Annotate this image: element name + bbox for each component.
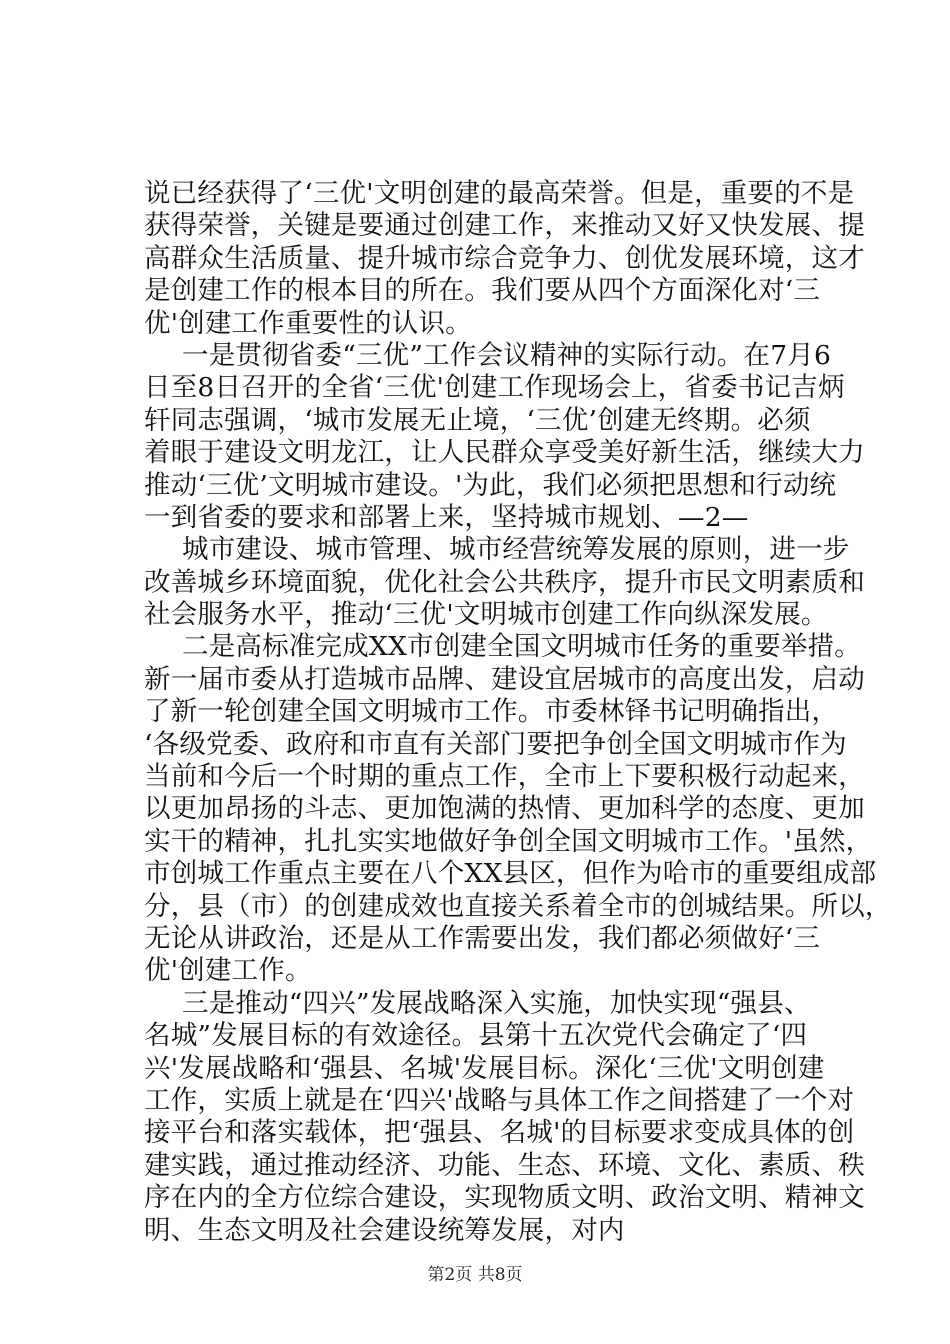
text-line: 轩同志强调，‘城市发展无止境，‘三优’创建无终期。必须 xyxy=(144,404,811,436)
text-line: 建实践，通过推动经济、功能、生态、环境、文化、素质、秩 xyxy=(144,1149,865,1181)
text-line: ‘各级党委、政府和市直有关部门要把争创全国文明城市作为 xyxy=(144,728,847,760)
page-number-footer: 第2页 共8页 xyxy=(427,1265,523,1285)
text-line: 工作，实质上就是在‘四兴'战略与具体工作之间搭建了一个对 xyxy=(144,1084,855,1116)
text-line: 了新一轮创建全国文明城市工作。市委林铎书记明确指出， xyxy=(144,696,839,728)
text-line: 一是贯彻省委“三优”工作会议精神的实际行动。在7月6 xyxy=(182,339,832,371)
text-line: 高群众生活质量、提升城市综合竞争力、创优发展环境，这才 xyxy=(144,242,865,274)
text-line: 优'创建工作重要性的认识。 xyxy=(144,307,472,339)
text-line: 说已经获得了‘三优'文明创建的最高荣誉。但是，重要的不是 xyxy=(144,178,855,209)
text-line: 当前和今后一个时期的重点工作，全市上下要积极行动起来， xyxy=(144,761,865,793)
text-line: 明、生态文明及社会建设统筹发展，对内 xyxy=(144,1214,625,1246)
text-line: 着眼于建设文明龙江，让人民群众享受美好新生活，继续大力 xyxy=(144,437,865,469)
text-line: 二是高标准完成XX市创建全国文明城市任务的重要举措。 xyxy=(182,631,861,663)
text-line: 获得荣誉，关键是要通过创建工作，来推动又好又快发展、提 xyxy=(144,210,865,242)
text-line: 改善城乡环境面貌，优化社会公共秩序，提升市民文明素质和 xyxy=(144,566,865,598)
text-line: 是创建工作的根本目的所在。我们要从四个方面深化对‘三 xyxy=(144,275,821,307)
text-line: 市创城工作重点主要在八个XX县区，但作为哈市的重要组成部 xyxy=(144,858,877,890)
text-line: 序在内的全方位综合建设，实现物质文明、政治文明、精神文 xyxy=(144,1182,865,1214)
text-line: 实干的精神，扎扎实实地做好争创全国文明城市工作。'虽然， xyxy=(144,825,873,857)
text-line: 兴'发展战略和‘强县、名城'发展目标。深化‘三优'文明创建 xyxy=(144,1052,825,1084)
text-line: 日至8日召开的全省‘三优'创建工作现场会上，省委书记吉炳 xyxy=(144,372,845,404)
text-line: 新一届市委从打造城市品牌、建设宜居城市的高度出发，启动 xyxy=(144,663,865,695)
text-line: 名城”发展目标的有效途径。县第十五次党代会确定了‘四 xyxy=(144,1020,808,1052)
text-line: 社会服务水平，推动‘三优'文明城市创建工作向纵深发展。 xyxy=(144,599,828,631)
text-line: 城市建设、城市管理、城市经营统筹发展的原则，进一步 xyxy=(182,534,850,566)
text-line: 以更加昂扬的斗志、更加饱满的热情、更加科学的态度、更加 xyxy=(144,793,865,825)
document-body xyxy=(144,178,892,1247)
text-line: 接平台和落实载体，把‘强县、名城'的目标要求变成具体的创 xyxy=(144,1117,855,1149)
text-line: 无论从讲政治，还是从工作需要出发，我们都必须做好‘三 xyxy=(144,922,821,954)
text-line: 优'创建工作。 xyxy=(144,955,312,987)
text-line: 分，县（市）的创建成效也直接关系着全市的创城结果。所以， xyxy=(144,890,892,922)
text-line: 一到省委的要求和部署上来，坚持城市规划、—2— xyxy=(144,501,749,533)
text-line: 推动‘三优’文明城市建设。'为此，我们必须把思想和行动统 xyxy=(144,469,837,501)
text-line: 三是推动“四兴”发展战略深入实施，加快实现“强县、 xyxy=(182,987,811,1019)
